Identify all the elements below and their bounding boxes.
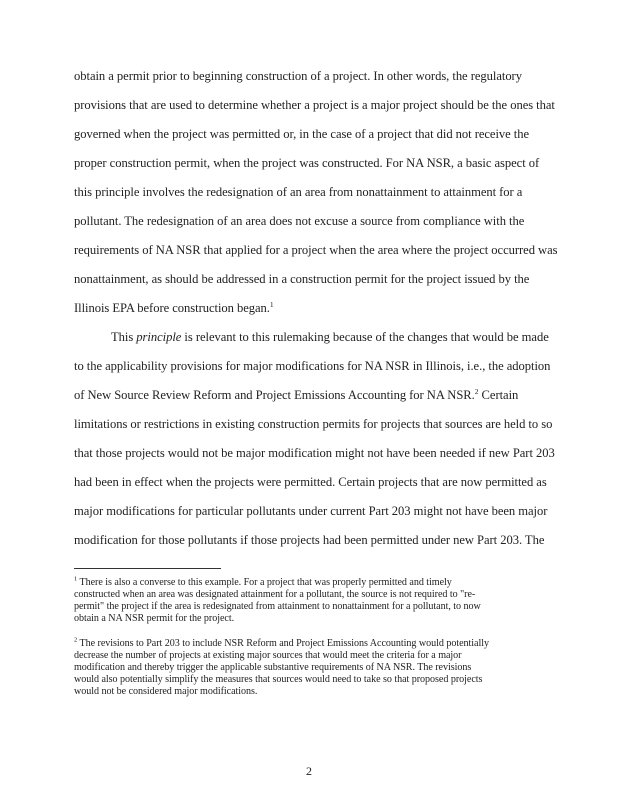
- footnote-ref-1: 1: [269, 299, 274, 309]
- footnote-text: The revisions to Part 203 to include NSR Reform and Project Emissions Accounting would potentially: [77, 638, 489, 649]
- body-line: nonattainment, as should be addressed in a construction permit for the project issued by the: [74, 272, 530, 286]
- footnote-1-marker: 1: [74, 575, 78, 583]
- footnote-text: There is also a converse to this example. For a project that was properly permitted and timely: [77, 577, 452, 588]
- body-line: requirements of NA NSR that applied for a project when the area where the project occurred was: [74, 243, 558, 257]
- body-text: Illinois EPA before construction began.: [74, 301, 270, 315]
- body-line: this principle involves the redesignation of an area from nonattainment to attainment for a: [74, 185, 523, 199]
- footnote-1-line: permit" the project if the area is redesignated from attainment to nonattainment for a pollutant, to now: [74, 601, 481, 612]
- page-number: 2: [306, 764, 312, 778]
- body-line: provisions that are used to determine whether a project is a major project should be the ones that: [74, 98, 555, 112]
- body-text: of New Source Review Reform and Project Emissions Accounting for NA NSR.: [74, 388, 475, 402]
- body-line: major modifications for particular pollutants under current Part 203 might not have been major: [74, 504, 548, 518]
- body-line: limitations or restrictions in existing construction permits for projects that sources are held to so: [74, 417, 553, 431]
- footnote-2-line: decrease the number of projects at existing major sources that would meet the criteria for a major: [74, 650, 462, 661]
- footnote-1-line: [74, 577, 452, 589]
- body-text: Certain: [478, 388, 519, 402]
- footnote-1-line: obtain a NA NSR permit for the project.: [74, 613, 235, 624]
- footnote-2-line: would also potentially simplify the measures that sources would need to take so that proposed projects: [74, 674, 483, 685]
- body-line: pollutant. The redesignation of an area does not excuse a source from compliance with the: [74, 214, 525, 228]
- body-line: had been in effect when the projects were permitted. Certain projects that are now permitted as: [74, 475, 547, 489]
- body-text: is relevant to this rulemaking because of the changes that would be made: [181, 330, 549, 344]
- emphasis-principle: principle: [136, 330, 182, 344]
- body-line: that those projects would not be major modification might not have been needed if new Part 203: [74, 446, 555, 460]
- body-line: obtain a permit prior to beginning construction of a project. In other words, the regulatory: [74, 69, 522, 83]
- body-line-last: [74, 300, 274, 316]
- footnote-2-line: would not be considered major modifications.: [74, 686, 258, 697]
- body-line: proper construction permit, when the project was constructed. For NA NSR, a basic aspect of: [74, 156, 540, 170]
- body-line-indented: [111, 329, 549, 345]
- footnote-1-line: constructed when an area was designated attainment for a pollutant, the source is not required to "re-: [74, 589, 476, 600]
- footnote-2-line: modification and thereby trigger the applicable substantive requirements of NA NSR. The revisions: [74, 662, 472, 673]
- body-line: governed when the project was permitted or, in the case of a project that did not receive the: [74, 127, 530, 141]
- body-text: This: [111, 330, 137, 344]
- footnote-2-line: [74, 638, 489, 650]
- body-line: modification for those pollutants if those projects had been permitted under new Part 203. The: [74, 533, 545, 547]
- footnote-separator: [74, 568, 221, 569]
- footnote-ref-2: 2: [474, 386, 479, 396]
- footnote-2-marker: 2: [74, 636, 78, 644]
- body-line: to the applicability provisions for major modifications for NA NSR in Illinois, i.e., the adoption: [74, 359, 551, 373]
- body-line: [74, 387, 518, 403]
